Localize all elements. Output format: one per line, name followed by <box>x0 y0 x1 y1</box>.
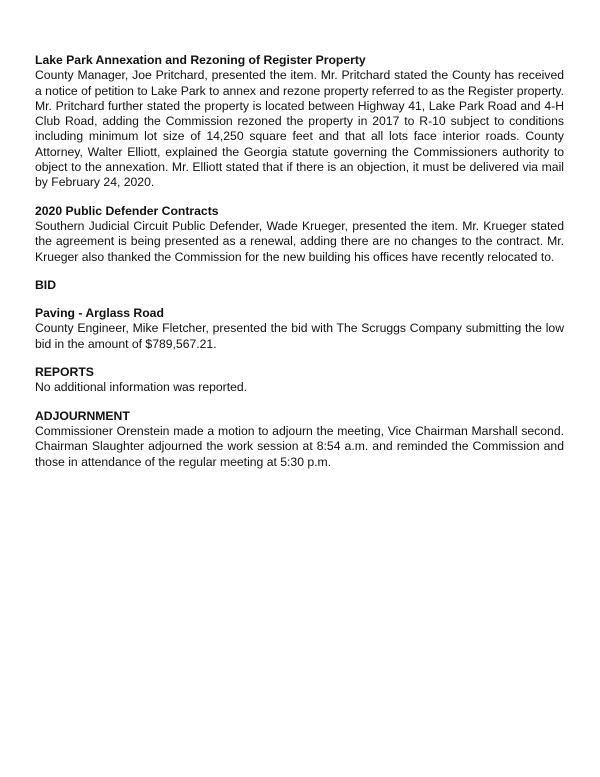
section-lake-park-annexation <box>35 53 564 191</box>
section-public-defender-contracts <box>35 204 564 265</box>
section-heading: Paving - Arglass Road <box>35 306 164 321</box>
section-heading: BID <box>35 277 56 292</box>
section-reports <box>35 365 564 396</box>
section-body: Southern Judicial Circuit Public Defender, Wade Krueger, presented the item. Mr. Krueger stated the agreement is being presented as a renewal, adding there are no changes to the contract. Mr. Krueger also thanked the Commission for the new building his offices have recently relocated to. <box>35 218 564 264</box>
section-heading: 2020 Public Defender Contracts <box>35 203 219 218</box>
section-heading: ADJOURNMENT <box>35 408 130 423</box>
section-body: County Manager, Joe Pritchard, presented the item. Mr. Pritchard stated the County has received a notice of petition to Lake Park to annex and rezone property referred to as the Register property. Mr. Pritchard further stated the property is located between Highway 41, Lake Park Road and 4-H Club Road, adding the Commission rezoned the property in 2017 to R-10 subject to conditions including minimum lot size of 14,250 square feet and that all lots face interior roads. County Attorney, Walter Elliott, explained the Georgia statute governing the Commissioners authority to object to the annexation. Mr. Elliott stated that if there is an objection, it must be delivered via mail by February 24, 2020. <box>35 68 564 190</box>
section-body: Commissioner Orenstein made a motion to adjourn the meeting, Vice Chairman Marshall second. Chairman Slaughter adjourned the work session at 8:54 a.m. and reminded the Commission and those in attendance of the regular meeting at 5:30 p.m. <box>35 423 564 469</box>
section-adjournment <box>35 409 564 470</box>
section-heading: Lake Park Annexation and Rezoning of Register Property <box>35 53 366 67</box>
document-page <box>35 53 564 483</box>
section-heading: REPORTS <box>35 365 94 380</box>
section-bid <box>35 278 564 293</box>
section-paving-arglass-road <box>35 306 564 352</box>
section-body: No additional information was reported. <box>35 380 248 395</box>
section-body: County Engineer, Mike Fletcher, presented the bid with The Scruggs Company submitting the low bid in the amount of $789,567.21. <box>35 321 564 351</box>
